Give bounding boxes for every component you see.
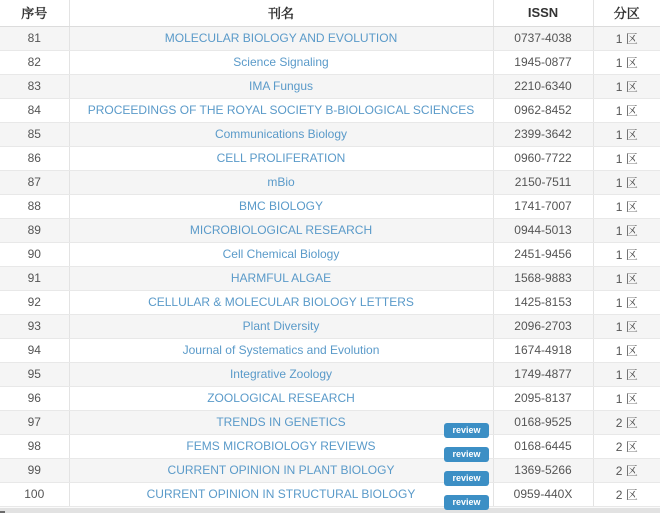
journal-link[interactable]: Communications Biology bbox=[214, 127, 348, 141]
col-header-index: 序号 bbox=[0, 0, 69, 26]
row-name-cell bbox=[69, 266, 493, 290]
row-zone-cell: 1 区 bbox=[593, 122, 660, 146]
row-index-cell: 94 bbox=[0, 338, 69, 362]
journal-link[interactable]: MICROBIOLOGICAL RESEARCH bbox=[189, 223, 373, 237]
row-index-cell: 84 bbox=[0, 98, 69, 122]
row-index-cell: 100 bbox=[0, 482, 69, 506]
row-zone-cell: 1 区 bbox=[593, 266, 660, 290]
table-row bbox=[0, 458, 660, 482]
table-row bbox=[0, 26, 660, 50]
row-index-cell: 87 bbox=[0, 170, 69, 194]
table-row bbox=[0, 386, 660, 410]
row-index-cell: 92 bbox=[0, 290, 69, 314]
journal-link[interactable]: CURRENT OPINION IN PLANT BIOLOGY bbox=[167, 463, 395, 477]
row-name-cell bbox=[69, 314, 493, 338]
row-zone-cell: 1 区 bbox=[593, 218, 660, 242]
header-row bbox=[0, 0, 660, 26]
row-index-cell: 81 bbox=[0, 26, 69, 50]
row-zone-cell: 1 区 bbox=[593, 386, 660, 410]
row-issn-cell: 2150-7511 bbox=[493, 170, 593, 194]
row-issn-cell: 0962-8452 bbox=[493, 98, 593, 122]
row-index-cell: 88 bbox=[0, 194, 69, 218]
review-badge: review bbox=[444, 495, 488, 510]
row-name-cell bbox=[69, 242, 493, 266]
journal-link[interactable]: HARMFUL ALGAE bbox=[230, 271, 332, 285]
table-row bbox=[0, 146, 660, 170]
col-header-issn: ISSN bbox=[493, 0, 593, 26]
table-row bbox=[0, 74, 660, 98]
row-name-cell bbox=[69, 362, 493, 386]
row-issn-cell: 0168-9525 bbox=[493, 410, 593, 434]
table-row bbox=[0, 338, 660, 362]
row-name-cell bbox=[69, 386, 493, 410]
table-row bbox=[0, 290, 660, 314]
row-index-cell: 99 bbox=[0, 458, 69, 482]
journal-link[interactable]: CELLULAR & MOLECULAR BIOLOGY LETTERS bbox=[148, 295, 414, 309]
row-zone-cell: 2 区 bbox=[593, 482, 660, 506]
row-issn-cell: 2096-2703 bbox=[493, 314, 593, 338]
row-zone-cell: 1 区 bbox=[593, 146, 660, 170]
journal-link[interactable]: PROCEEDINGS OF THE ROYAL SOCIETY B-BIOLOGICAL SCIENCES bbox=[87, 103, 475, 117]
journal-table-body bbox=[0, 26, 660, 506]
row-index-cell: 91 bbox=[0, 266, 69, 290]
row-index-cell: 93 bbox=[0, 314, 69, 338]
row-name-cell bbox=[69, 170, 493, 194]
row-name-cell bbox=[69, 218, 493, 242]
row-name-cell bbox=[69, 74, 493, 98]
review-badge: review bbox=[444, 447, 488, 462]
row-issn-cell: 2095-8137 bbox=[493, 386, 593, 410]
journal-link[interactable]: CURRENT OPINION IN STRUCTURAL BIOLOGY bbox=[146, 487, 416, 501]
table-row bbox=[0, 122, 660, 146]
row-zone-cell: 2 区 bbox=[593, 458, 660, 482]
table-row bbox=[0, 314, 660, 338]
table-row bbox=[0, 218, 660, 242]
row-index-cell: 98 bbox=[0, 434, 69, 458]
row-index-cell: 97 bbox=[0, 410, 69, 434]
row-name-cell bbox=[69, 410, 493, 434]
row-zone-cell: 1 区 bbox=[593, 26, 660, 50]
row-zone-cell: 1 区 bbox=[593, 50, 660, 74]
table-row bbox=[0, 482, 660, 506]
journal-link[interactable]: Cell Chemical Biology bbox=[222, 247, 340, 261]
row-issn-cell: 0168-6445 bbox=[493, 434, 593, 458]
row-zone-cell: 1 区 bbox=[593, 242, 660, 266]
row-zone-cell: 1 区 bbox=[593, 74, 660, 98]
review-badge: review bbox=[444, 471, 488, 486]
table-row bbox=[0, 362, 660, 386]
row-name-cell bbox=[69, 290, 493, 314]
row-issn-cell: 2210-6340 bbox=[493, 74, 593, 98]
journal-link[interactable]: FEMS MICROBIOLOGY REVIEWS bbox=[186, 439, 376, 453]
journal-link[interactable]: mBio bbox=[267, 175, 295, 189]
row-index-cell: 82 bbox=[0, 50, 69, 74]
review-badge: review bbox=[444, 423, 488, 438]
row-zone-cell: 1 区 bbox=[593, 290, 660, 314]
row-index-cell: 85 bbox=[0, 122, 69, 146]
col-header-zone: 分区 bbox=[593, 0, 660, 26]
row-name-cell bbox=[69, 482, 493, 506]
row-name-cell bbox=[69, 146, 493, 170]
row-index-cell: 90 bbox=[0, 242, 69, 266]
journal-link[interactable]: Journal of Systematics and Evolution bbox=[182, 343, 380, 357]
row-index-cell: 83 bbox=[0, 74, 69, 98]
row-issn-cell: 1749-4877 bbox=[493, 362, 593, 386]
row-zone-cell: 1 区 bbox=[593, 194, 660, 218]
row-name-cell bbox=[69, 50, 493, 74]
row-issn-cell: 1425-8153 bbox=[493, 290, 593, 314]
journal-link[interactable]: ZOOLOGICAL RESEARCH bbox=[207, 391, 355, 405]
row-issn-cell: 0959-440X bbox=[493, 482, 593, 506]
row-zone-cell: 2 区 bbox=[593, 434, 660, 458]
row-name-cell bbox=[69, 434, 493, 458]
row-issn-cell: 2451-9456 bbox=[493, 242, 593, 266]
row-index-cell: 89 bbox=[0, 218, 69, 242]
row-zone-cell: 1 区 bbox=[593, 362, 660, 386]
journal-link[interactable]: MOLECULAR BIOLOGY AND EVOLUTION bbox=[164, 31, 398, 45]
row-zone-cell: 1 区 bbox=[593, 170, 660, 194]
row-issn-cell: 1945-0877 bbox=[493, 50, 593, 74]
row-index-cell: 95 bbox=[0, 362, 69, 386]
row-name-cell bbox=[69, 194, 493, 218]
row-name-cell bbox=[69, 98, 493, 122]
row-zone-cell: 1 区 bbox=[593, 98, 660, 122]
journal-link[interactable]: IMA Fungus bbox=[248, 79, 314, 93]
row-name-cell bbox=[69, 338, 493, 362]
row-zone-cell: 2 区 bbox=[593, 410, 660, 434]
row-issn-cell: 2399-3642 bbox=[493, 122, 593, 146]
journal-link[interactable]: CELL PROLIFERATION bbox=[216, 151, 346, 165]
bottom-scroll-strip bbox=[0, 507, 660, 513]
row-index-cell: 86 bbox=[0, 146, 69, 170]
row-issn-cell: 0944-5013 bbox=[493, 218, 593, 242]
table-row bbox=[0, 242, 660, 266]
row-issn-cell: 0737-4038 bbox=[493, 26, 593, 50]
journal-link[interactable]: Integrative Zoology bbox=[229, 367, 333, 381]
col-header-name: 刊名 bbox=[69, 0, 493, 26]
row-name-cell bbox=[69, 122, 493, 146]
table-row bbox=[0, 434, 660, 458]
row-issn-cell: 1369-5266 bbox=[493, 458, 593, 482]
table-row bbox=[0, 170, 660, 194]
journal-link[interactable]: BMC BIOLOGY bbox=[238, 199, 324, 213]
table-row bbox=[0, 50, 660, 74]
journal-link[interactable]: TRENDS IN GENETICS bbox=[216, 415, 346, 429]
table-row bbox=[0, 410, 660, 434]
table-row bbox=[0, 194, 660, 218]
row-name-cell bbox=[69, 26, 493, 50]
row-issn-cell: 0960-7722 bbox=[493, 146, 593, 170]
row-index-cell: 96 bbox=[0, 386, 69, 410]
journal-link[interactable]: Plant Diversity bbox=[242, 319, 320, 333]
row-zone-cell: 1 区 bbox=[593, 338, 660, 362]
row-zone-cell: 1 区 bbox=[593, 314, 660, 338]
journal-link[interactable]: Science Signaling bbox=[233, 55, 329, 69]
row-issn-cell: 1674-4918 bbox=[493, 338, 593, 362]
row-issn-cell: 1568-9883 bbox=[493, 266, 593, 290]
row-issn-cell: 1741-7007 bbox=[493, 194, 593, 218]
table-row bbox=[0, 98, 660, 122]
table-row bbox=[0, 266, 660, 290]
row-name-cell bbox=[69, 458, 493, 482]
